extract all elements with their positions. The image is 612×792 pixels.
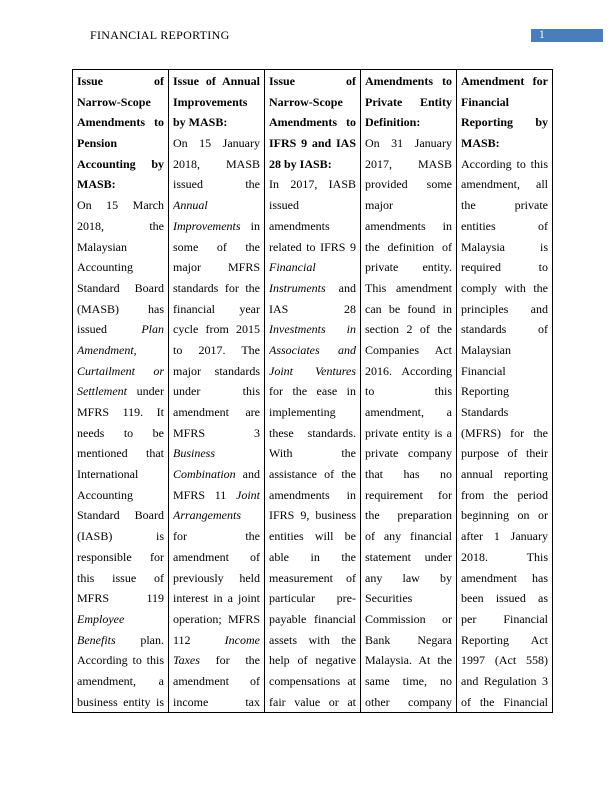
text-line: to 2017. The <box>173 342 260 357</box>
text-line: amendment of <box>173 673 260 688</box>
text-line: International <box>77 467 139 482</box>
italic-text: Plan <box>141 322 164 337</box>
text-line: In 2017, IASB <box>269 177 356 192</box>
text-line: amendment, a <box>77 673 164 688</box>
text-line: cycle from 2015 <box>173 322 260 337</box>
text-line <box>269 361 356 382</box>
text-line <box>77 609 164 630</box>
text-line: amendment, a <box>365 405 452 419</box>
text-line: per Financial <box>461 611 548 626</box>
text-line: Combination and <box>173 467 260 482</box>
text-line: Amendments to <box>365 74 452 88</box>
header-title: FINANCIAL REPORTING <box>90 28 230 42</box>
text-line: MASB: <box>77 177 116 192</box>
italic-text: Combination <box>173 467 236 482</box>
text-line: assets with the <box>269 632 356 647</box>
text-line <box>77 361 164 382</box>
text-line: Financial <box>461 94 510 109</box>
text-line: Standards <box>461 405 509 419</box>
text-line: any law by <box>365 570 452 585</box>
text-line: can be found in <box>365 301 452 316</box>
text-line: 2017, MASB <box>365 156 452 171</box>
text-line: measurement of <box>269 570 356 585</box>
text-line: able in the <box>269 549 356 564</box>
text-line: help of negative <box>269 653 356 668</box>
text-line: (MFRS) for the <box>461 425 548 440</box>
text-line: Amendments to <box>77 115 164 130</box>
text-line: implementing <box>269 405 336 419</box>
text-line: IAS 28 <box>269 301 356 316</box>
text-line: On 15 March <box>77 198 164 213</box>
page-number-bar <box>531 29 603 42</box>
text-line: been issued as <box>461 591 548 606</box>
text-line: fair value or at <box>269 694 356 709</box>
text-line: This amendment <box>365 280 452 295</box>
text-line: entities will be <box>269 529 356 544</box>
text-line: private company <box>365 446 452 461</box>
text-line: compensations at <box>269 673 356 688</box>
text-line: the preparation <box>365 508 452 523</box>
text-line: amendment are <box>173 405 260 419</box>
text-line: Companies Act <box>365 342 452 357</box>
text-line: the definition of <box>365 239 452 254</box>
text-line: amendments in <box>365 218 452 233</box>
text-line: Pension <box>77 136 118 151</box>
text-line: other company <box>365 694 452 709</box>
text-line: section 2 of the <box>365 322 452 337</box>
text-line: 28 by IASB: <box>269 156 332 171</box>
text-line: Benefits plan. <box>77 632 164 647</box>
text-line: Malaysia is <box>461 239 548 254</box>
text-line: Commission or <box>365 611 452 626</box>
text-line: these standards. <box>269 425 356 440</box>
text-line: payable financial <box>269 611 356 626</box>
text-line: standards of <box>461 322 548 337</box>
text-line: Narrow-Scope <box>269 94 343 109</box>
text-line: Malaysian <box>461 342 511 357</box>
text-line: for the ease in <box>269 384 356 399</box>
text-line: operation; MFRS <box>173 611 260 626</box>
text-line: Private Entity <box>365 94 452 109</box>
text-line: Instruments and <box>269 280 356 295</box>
text-line: amendment of <box>173 549 260 564</box>
italic-text: Improvements <box>173 218 241 233</box>
text-line: Accounting <box>77 260 133 275</box>
italic-text: Curtailment or <box>77 363 164 378</box>
text-line: amendment has <box>461 570 548 585</box>
text-line: beginning on or <box>461 508 548 523</box>
text-line: after 1 January <box>461 529 548 544</box>
text-line: Improvements <box>173 94 248 109</box>
italic-text: Settlement <box>77 384 127 399</box>
text-line: statement under <box>365 549 452 564</box>
text-line: principles and <box>461 301 548 316</box>
text-line: issued Plan <box>77 322 164 337</box>
text-line: and Regulation 3 <box>461 673 548 688</box>
page-number: 1 <box>539 29 545 41</box>
text-line: by MASB: <box>173 115 228 130</box>
text-line: Malaysian <box>77 239 127 254</box>
text-line <box>269 257 356 278</box>
text-line: (MASB) has <box>77 301 164 316</box>
text-line: amendment, all <box>461 177 548 192</box>
text-line <box>173 195 260 216</box>
text-line <box>77 340 164 361</box>
text-line: issued the <box>173 177 260 192</box>
text-line: under this <box>173 384 260 399</box>
text-line: Accounting by <box>77 156 164 171</box>
italic-text: Arrangements <box>173 508 241 523</box>
text-line: IFRS 9, business <box>269 508 356 523</box>
text-line: purpose of their <box>461 446 548 461</box>
text-line: this issue of <box>77 570 164 585</box>
text-line: responsible for <box>77 549 164 564</box>
text-line: annual reporting <box>461 467 548 482</box>
text-line: MFRS 11 Joint <box>173 487 260 502</box>
text-line: MFRS 119. It <box>77 405 164 419</box>
text-line: 2018, MASB <box>173 156 260 171</box>
table-cell-annual-improvements <box>169 70 265 713</box>
text-line: Amendments to <box>269 115 356 130</box>
text-line: Issue of Annual <box>173 74 260 88</box>
text-line <box>173 443 260 464</box>
text-line: On 15 January <box>173 136 260 151</box>
italic-text: Taxes <box>173 653 200 668</box>
text-line: needs to be <box>77 425 164 440</box>
text-line: required to <box>461 260 548 275</box>
text-line: some of the <box>173 239 260 254</box>
table-row <box>73 70 553 713</box>
table-cell-financial-reporting <box>457 70 553 713</box>
italic-text: Business <box>173 446 215 461</box>
text-line: (IASB) is <box>77 529 164 544</box>
text-line: business entity is <box>77 694 164 709</box>
text-line: amendments <box>269 218 330 233</box>
text-line: Reporting <box>461 384 509 399</box>
text-line: related to IFRS 9 <box>269 239 356 254</box>
text-line: 2018. This <box>461 549 548 564</box>
text-line: According to this <box>461 156 548 171</box>
text-line: amendments in <box>269 487 356 502</box>
text-line: income tax <box>173 694 260 709</box>
text-line: According to this <box>77 653 164 668</box>
text-line: requirement for <box>365 487 452 502</box>
text-line: Settlement under <box>77 384 164 399</box>
text-line: Standard Board <box>77 280 164 295</box>
text-line: the private <box>461 198 548 213</box>
text-line: interest in a joint <box>173 591 260 606</box>
text-line <box>269 340 356 361</box>
text-line: major MFRS <box>173 260 260 275</box>
table-cell-ifrs-9-ias-28 <box>265 70 361 713</box>
text-line: to this <box>365 384 452 399</box>
text-line: that has no <box>365 467 452 482</box>
table-cell-pension-accounting <box>73 70 169 713</box>
text-line: Improvements in <box>173 218 260 233</box>
text-line: comply with the <box>461 280 548 295</box>
text-line: MASB: <box>461 136 500 151</box>
text-line: Bank Negara <box>365 632 452 647</box>
text-line: Malaysia. At the <box>365 653 452 668</box>
text-line: of any financial <box>365 529 452 544</box>
text-line: major <box>365 198 393 213</box>
text-line <box>269 319 356 340</box>
text-line: Standard Board <box>77 508 164 523</box>
text-line: assistance of the <box>269 467 356 482</box>
text-line: Reporting Act <box>461 632 548 647</box>
text-line: provided some <box>365 177 452 192</box>
italic-text: Instruments <box>269 280 326 295</box>
amendments-table <box>72 69 553 713</box>
text-line: Issue of <box>269 74 356 88</box>
text-line: standards for the <box>173 280 260 295</box>
italic-text: Joint <box>236 487 260 502</box>
text-line: entities of <box>461 218 548 233</box>
italic-text: Annual <box>173 198 208 213</box>
text-line: Reporting by <box>461 115 548 130</box>
text-line: same time, no <box>365 673 452 688</box>
text-line: 2016. According <box>365 363 452 378</box>
text-line: 112 Income <box>173 632 260 647</box>
italic-text: Investments in <box>269 322 356 337</box>
italic-text: Benefits <box>77 632 116 647</box>
text-line: 1997 (Act 558) <box>461 653 548 668</box>
text-line: major standards <box>173 363 260 378</box>
text-line: Taxes for the <box>173 653 260 668</box>
text-line: from the period <box>461 487 548 502</box>
text-line: mentioned that <box>77 446 164 461</box>
italic-text: Income <box>224 632 260 647</box>
text-line: of the Financial <box>461 694 548 709</box>
text-line: MFRS 119 <box>77 591 164 606</box>
italic-text: Financial <box>269 260 316 275</box>
italic-text: Joint Ventures <box>269 363 356 378</box>
text-line: On 31 January <box>365 136 452 151</box>
text-line: financial year <box>173 301 260 316</box>
italic-text: Associates and <box>269 342 356 357</box>
text-line: particular pre- <box>269 591 356 606</box>
table-cell-private-entity <box>361 70 457 713</box>
text-line: With the <box>269 446 356 461</box>
text-line: issued <box>269 198 299 213</box>
text-line: Accounting <box>77 487 133 502</box>
text-line: for the <box>173 529 260 544</box>
text-line: Narrow-Scope <box>77 94 151 109</box>
text-line: IFRS 9 and IAS <box>269 136 356 151</box>
text-line: private entity is a <box>365 425 452 440</box>
text-line <box>173 505 260 526</box>
text-line: Amendment for <box>461 74 548 88</box>
text-line: private entity. <box>365 260 452 275</box>
text-line: Financial <box>461 363 506 378</box>
text-line: previously held <box>173 570 260 585</box>
text-line: Issue of <box>77 74 164 88</box>
text-line: 2018, the <box>77 218 164 233</box>
italic-text: Amendment, <box>77 342 137 357</box>
text-line: MFRS 3 <box>173 425 260 440</box>
italic-text: Employee <box>77 611 125 626</box>
text-line: Definition: <box>365 115 421 130</box>
text-line: Securities <box>365 591 413 606</box>
